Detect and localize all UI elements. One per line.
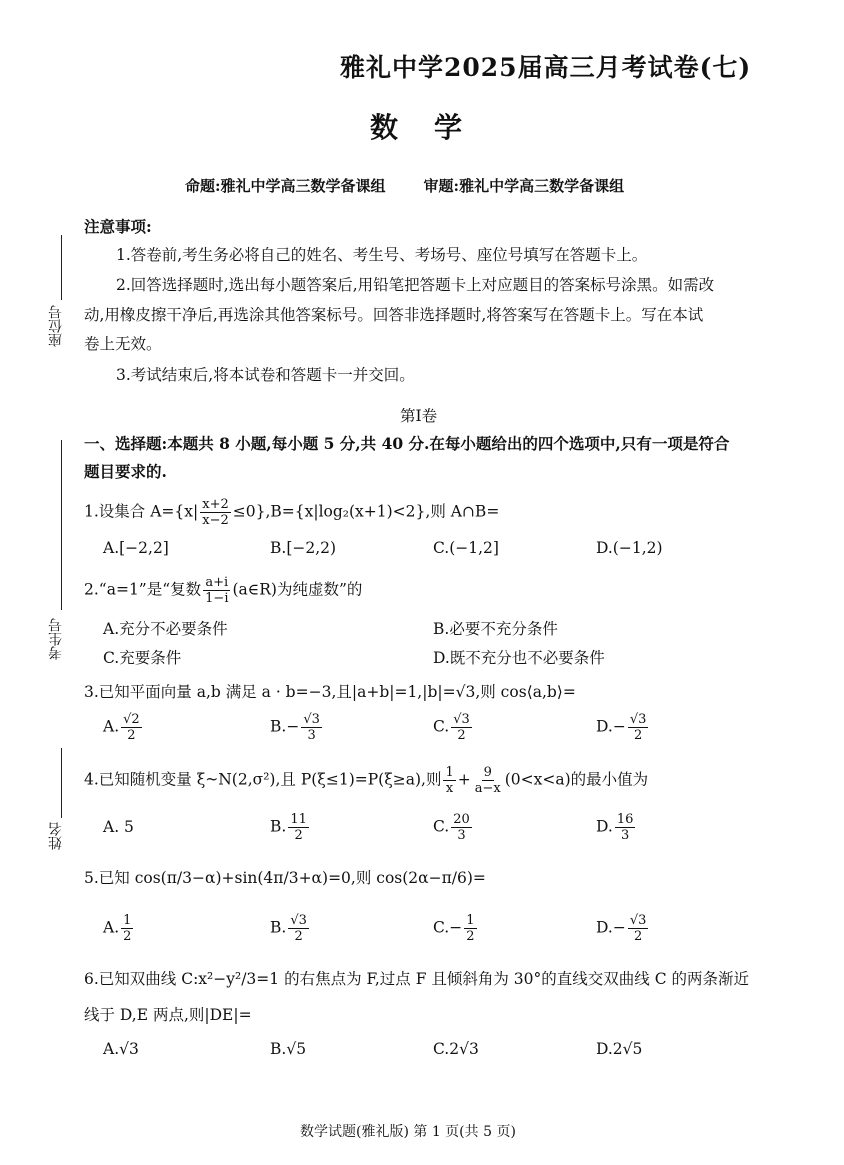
question-3-option-c[interactable]: C. $\frac{√3}{2}$ (433, 712, 470, 743)
question-1-stem: 1.设集合 A={x| $\frac{x+2}{x-2}$ ≤0},B={x|log₂(x+1)<2},则 A∩B= (84, 497, 500, 528)
question-2-stem: 2.“a=1”是“复数 $\frac{a+i}{1-i}$ (a∈R)为纯虚数”的 (84, 575, 363, 606)
notice-heading: 注意事项: (84, 217, 152, 236)
notice-item-2-end: 卷上无效。 (84, 335, 162, 353)
question-2-fraction: $\frac{a+i}{1-i}$ (205, 575, 229, 606)
question-2-option-a[interactable]: A.充分不必要条件 (103, 620, 228, 638)
question-4-option-d[interactable]: D. $\frac{16}{3}$ (596, 812, 634, 843)
question-5-option-d[interactable]: D.− $\frac{√3}{2}$ (596, 913, 647, 944)
question-3-option-b[interactable]: B.− $\frac{√3}{3}$ (270, 712, 320, 743)
subject-title: 数学 (370, 111, 499, 144)
credits (185, 175, 624, 196)
exam-no-line (61, 440, 62, 610)
page-footer: 数学试题(雅礼版) 第 1 页(共 5 页) (300, 1124, 516, 1140)
question-5-option-a[interactable]: A. $\frac{1}{2}$ (103, 913, 132, 944)
question-6-stem-line2: 线于 D,E 两点,则|DE|= (84, 1006, 252, 1024)
question-4-option-a[interactable]: A. 5 (103, 818, 134, 836)
question-3-option-a[interactable]: A. $\frac{√2}{2}$ (103, 712, 140, 743)
name-label: 姓名 (48, 822, 64, 850)
question-1-option-b[interactable]: B.[−2,2) (270, 539, 337, 557)
question-5-stem: 5.已知 cos(π/3−α)+sin(4π/3+α)=0,则 cos(2α−π/6)= (84, 869, 486, 887)
question-6-option-d[interactable]: D.2√5 (596, 1040, 643, 1058)
question-6-option-a[interactable]: A.√3 (103, 1040, 139, 1058)
question-4-option-c[interactable]: C. $\frac{20}{3}$ (433, 812, 470, 843)
question-6-option-c[interactable]: C.2√3 (433, 1040, 479, 1058)
question-4-stem: 4.已知随机变量 ξ~N(2,σ²),且 P(ξ≤1)=P(ξ≥a),则 $\frac{1}{x}$ + $\frac{9}{a-x}$ (0<x<a)的最小值为 (84, 765, 649, 796)
notice-item-3: 3.考试结束后,将本试卷和答题卡一并交回。 (116, 366, 415, 384)
exam-title: 雅礼中学2025届高三月考试卷(七) (340, 53, 752, 82)
question-4-option-b[interactable]: B. $\frac{11}{2}$ (270, 812, 307, 843)
exam-no-label: 考生号 (48, 618, 64, 660)
question-2-option-b[interactable]: B.必要不充分条件 (433, 620, 558, 638)
question-5-option-c[interactable]: C.− $\frac{1}{2}$ (433, 913, 475, 944)
author-credit: 命题:雅礼中学高三数学备课组 (185, 177, 386, 195)
seat-label: 座位号 (48, 305, 64, 347)
question-2-option-c[interactable]: C.充要条件 (103, 649, 182, 667)
question-1-option-d[interactable]: D.(−1,2) (596, 539, 663, 557)
seat-line (61, 235, 62, 300)
question-1-option-c[interactable]: C.(−1,2] (433, 539, 499, 557)
question-3-stem: 3.已知平面向量 a,b 满足 a · b=−3,且|a+b|=1,|b|=√3,则 cos⟨a,b⟩= (84, 683, 576, 701)
section-heading-line2: 题目要求的. (84, 462, 167, 481)
question-2-option-d[interactable]: D.既不充分也不必要条件 (433, 649, 605, 667)
volume-heading: 第Ⅰ卷 (400, 407, 438, 425)
reviewer-credit: 审题:雅礼中学高三数学备课组 (423, 177, 625, 195)
notice-item-2-cont: 动,用橡皮擦干净后,再选涂其他答案标号。回答非选择题时,将答案写在答题卡上。写在本试 (84, 306, 704, 324)
question-6-stem-line1: 6.已知双曲线 C:x²−y²/3=1 的右焦点为 F,过点 F 且倾斜角为 30°的直线交双曲线 C 的两条渐近 (84, 970, 749, 988)
notice-item-1: 1.答卷前,考生务必将自己的姓名、考生号、考场号、座位号填写在答题卡上。 (116, 246, 648, 264)
question-3-option-d[interactable]: D.− $\frac{√3}{2}$ (596, 712, 647, 743)
notice-item-2: 2.回答选择题时,选出每小题答案后,用铅笔把答题卡上对应题目的答案标号涂黑。如需改 (116, 276, 715, 294)
question-5-option-b[interactable]: B. $\frac{√3}{2}$ (270, 913, 307, 944)
question-1-option-a[interactable]: A.[−2,2] (103, 539, 169, 557)
section-heading-line1: 一、选择题:本题共 8 小题,每小题 5 分,共 40 分.在每小题给出的四个选项中,只有一项是符合 (84, 434, 730, 453)
question-1-fraction: $\frac{x+2}{x-2}$ (202, 497, 229, 528)
question-6-option-b[interactable]: B.√5 (270, 1040, 307, 1058)
name-line (61, 748, 62, 818)
